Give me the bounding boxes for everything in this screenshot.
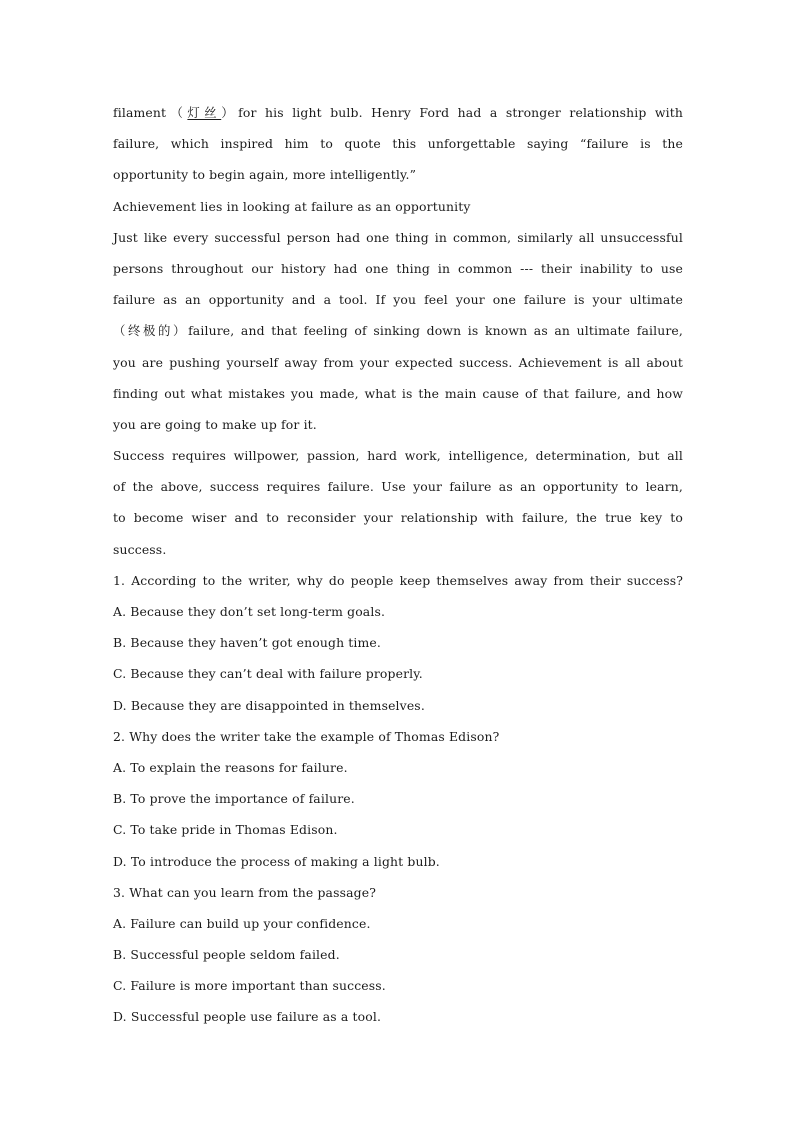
option-b: B. To prove the importance of failure. <box>113 791 355 807</box>
option-b: B. Because they haven’t got enough time. <box>113 635 381 651</box>
option-d: D. Successful people use failure as a tool. <box>113 1009 382 1025</box>
option-c: C. Because they can’t deal with failure properly. <box>113 666 423 682</box>
option-a: A. To explain the reasons for failure. <box>113 759 348 775</box>
passage-line: persons throughout our history had one thing in common --- their inability to use <box>113 260 683 276</box>
option-a: A. Failure can build up your confidence. <box>113 915 371 931</box>
passage-line: Success requires willpower, passion, hard work, intelligence, determination, but all <box>113 448 683 464</box>
passage-line: you are pushing yourself away from your expected success. Achievement is all about <box>113 354 683 370</box>
option-a: A. Because they don’t set long-term goals. <box>113 604 386 619</box>
document-page <box>113 97 683 1033</box>
passage-line: （终极的）failure, and that feeling of sinking down is known as an ultimate failure, <box>113 323 683 339</box>
option-c: C. Failure is more important than success. <box>113 978 386 994</box>
passage-line: Just like every successful person had one thing in common, similarly all unsuccessful <box>113 229 683 245</box>
question-2 <box>113 721 683 877</box>
passage-line: success. <box>113 541 167 557</box>
passage-line: opportunity to begin again, more intelligently.” <box>113 167 417 183</box>
option-c: C. To take pride in Thomas Edison. <box>113 822 338 838</box>
passage-line: failure as an opportunity and a tool. If you feel your one failure is your ultimate <box>113 292 683 308</box>
question-stem: 2. Why does the writer take the example of Thomas Edison? <box>113 728 500 744</box>
question-3 <box>113 877 683 1033</box>
passage-line: to become wiser and to reconsider your relationship with failure, the true key to <box>113 510 683 526</box>
passage-line: of the above, success requires failure. Use your failure as an opportunity to learn, <box>113 479 683 495</box>
passage-line: you are going to make up for it. <box>113 416 317 432</box>
passage-line: finding out what mistakes you made, what is the main cause of that failure, and how <box>113 385 683 401</box>
passage <box>113 97 683 565</box>
question-1 <box>113 565 683 721</box>
passage-line: filament（灯丝）for his light bulb. Henry Ford had a stronger relationship with <box>113 105 683 120</box>
passage-line: failure, which inspired him to quote this unforgettable saying “failure is the <box>113 136 683 152</box>
section-heading: Achievement lies in looking at failure as an opportunity <box>113 198 471 214</box>
question-list <box>113 565 683 1033</box>
question-stem: 3. What can you learn from the passage? <box>113 884 376 900</box>
option-b: B. Successful people seldom failed. <box>113 947 340 963</box>
option-d: D. To introduce the process of making a light bulb. <box>113 853 440 869</box>
question-stem: 1. According to the writer, why do people keep themselves away from their success? <box>113 572 683 588</box>
underlined-gloss: 灯丝 <box>187 105 222 120</box>
option-d: D. Because they are disappointed in themselves. <box>113 697 425 713</box>
